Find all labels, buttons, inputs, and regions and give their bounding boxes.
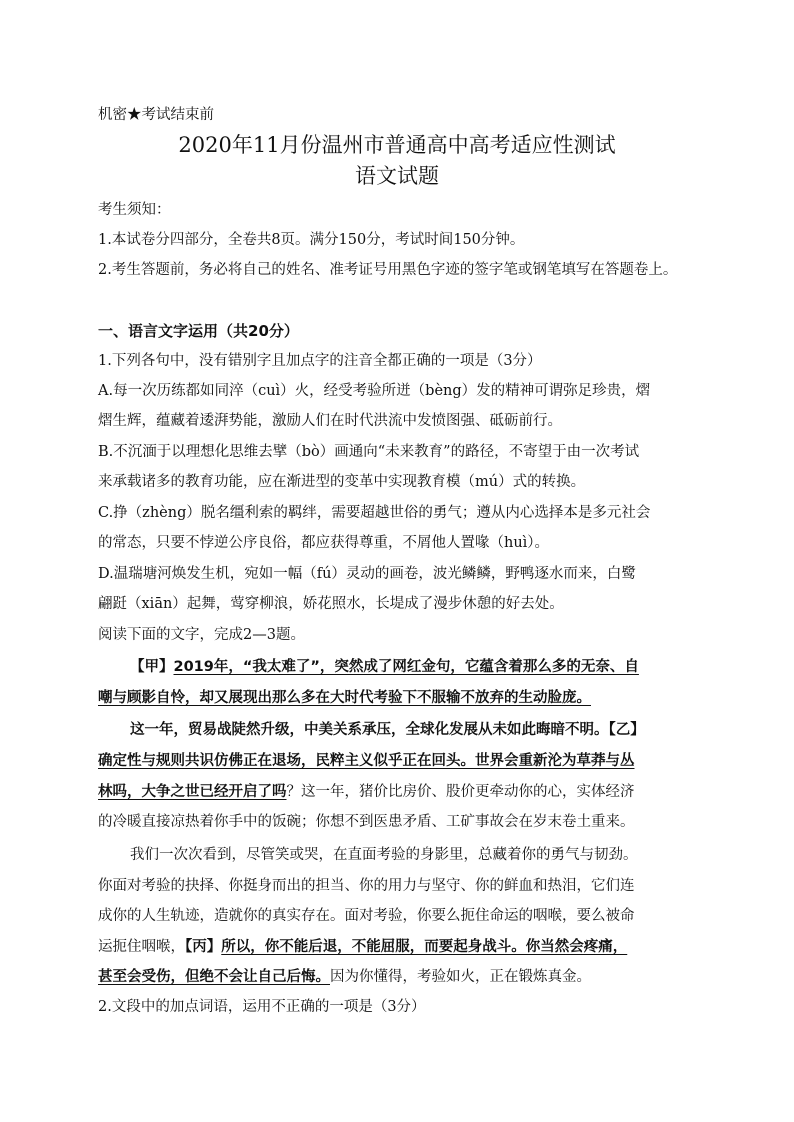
passage-p3-line-4 bbox=[98, 937, 627, 957]
passage-p2-line-2: 确定性与规则共识仿佛正在退场，民粹主义似乎正在回头。世界会重新沦为草莽与丛 bbox=[98, 753, 635, 769]
reading-intro: 阅读下面的文字，完成2—3题。 bbox=[98, 627, 305, 643]
option-d-line-2: 翩跹（xiān）起舞，莺穿柳浪，娇花照水，长堤成了漫步休憩的好去处。 bbox=[98, 596, 564, 612]
underlined-sentence-jia: 2019年，“我太难了”，突然成了网红金句，它蕴含着那么多的无奈、自 bbox=[173, 659, 639, 675]
passage-p3-line-5 bbox=[98, 967, 591, 987]
passage-p3-line-5-rest: 因为你懂得，考验如火，正在锻炼真金。 bbox=[330, 969, 591, 985]
passage-p1-line-1 bbox=[130, 657, 639, 677]
notice-heading: 考生须知： bbox=[98, 202, 171, 218]
option-a-line-1: A.每一次历练都如同淬（cuì）火，经受考验所迸（bèng）发的精神可谓弥足珍贵，熠 bbox=[98, 383, 651, 399]
passage-p2-line-4: 的冷暖直接凉热着你手中的饭碗；你想不到医患矛盾、工矿事故会在岁末卷土重来。 bbox=[98, 814, 635, 830]
passage-p3-line-3: 成你的人生轨迹，造就你的真实存在。面对考验，你要么扼住命运的咽喉，要么被命 bbox=[98, 908, 635, 924]
passage-p2-text: 这一年，贸易战陡然升级，中美关系承压，全球化发展从未如此晦暗不明。 bbox=[130, 722, 609, 738]
question-2-stem: 2.文段中的加点词语，运用不正确的一项是（3分） bbox=[98, 999, 426, 1015]
passage-p2-line-3 bbox=[98, 782, 635, 802]
option-c-line-2: 的常态，只要不悖逆公序良俗，都应获得尊重，不屑他人置喙（huì）。 bbox=[98, 535, 550, 551]
option-d-line-1: D.温瑞塘河焕发生机，宛如一幅（fú）灵动的画卷，波光鳞鳞，野鸭逐水而来，白鹭 bbox=[98, 566, 636, 582]
notice-item-2: 2.考生答题前，务必将自己的姓名、准考证号用黑色字迹的签字笔或钢笔填写在答题卷上。 bbox=[98, 262, 678, 278]
question-1-stem: 1.下列各句中，没有错别字且加点字的注音全都正确的一项是（3分） bbox=[98, 353, 542, 369]
passage-p3-line-1: 我们一次次看到，尽管笑或哭，在直面考验的身影里，总藏着你的勇气与韧劲。 bbox=[130, 847, 638, 863]
option-b-line-1: B.不沉湎于以理想化思维去擘（bò）画通向“未来教育”的路径，不寄望于由一次考试 bbox=[98, 444, 640, 460]
exam-subtitle: 语文试题 bbox=[355, 164, 439, 188]
confidential-label: 机密★考试结束前 bbox=[98, 107, 214, 123]
notice-item-1: 1.本试卷分四部分，全卷共8页。满分150分，考试时间150分钟。 bbox=[98, 232, 525, 248]
section-heading: 一、语言文字运用（共20分） bbox=[98, 322, 299, 340]
passage-p2-line-3-rest: ？这一年，猪价比房价、股价更牵动你的心，实体经济 bbox=[286, 784, 635, 800]
exam-title: 2020年11月份温州市普通高中高考适应性测试 bbox=[178, 133, 616, 157]
passage-p3-line-4-pre: 运扼住咽喉， bbox=[98, 939, 185, 955]
passage-p2-line-1 bbox=[130, 720, 645, 740]
option-b-line-2: 来承载诸多的教育功能，应在渐进型的变革中实现教育模（mú）式的转换。 bbox=[98, 474, 586, 490]
passage-p1-line-2: 嘲与顾影自怜，却又展现出那么多在大时代考验下不服输不放弃的生动脸庞。 bbox=[98, 690, 591, 706]
passage-p3-line-2: 你面对考验的抉择、你挺身而出的担当、你的用力与坚守、你的鲜血和热泪，它们连 bbox=[98, 878, 635, 894]
marker-bing: 【丙】 bbox=[185, 939, 222, 955]
marker-jia: 【甲】 bbox=[130, 659, 174, 675]
option-a-line-2: 熠生辉，蕴藏着逶湃势能，激励人们在时代洪流中发愤图强、砥砺前行。 bbox=[98, 413, 562, 429]
underlined-sentence-bing: 所以，你不能后退，不能屈服，而要起身战斗。你当然会疼痛， bbox=[221, 939, 628, 955]
marker-yi: 【乙】 bbox=[608, 722, 645, 738]
underlined-sentence-bing-end: 甚至会受伤，但绝不会让自己后悔。 bbox=[98, 969, 330, 985]
option-c-line-1: C.挣（zhèng）脱名缰利索的羁绊，需要超越世俗的勇气；遵从内心选择本是多元社会 bbox=[98, 505, 651, 521]
underlined-sentence-yi-end: 林吗，大争之世已经开启了吗 bbox=[98, 784, 287, 800]
